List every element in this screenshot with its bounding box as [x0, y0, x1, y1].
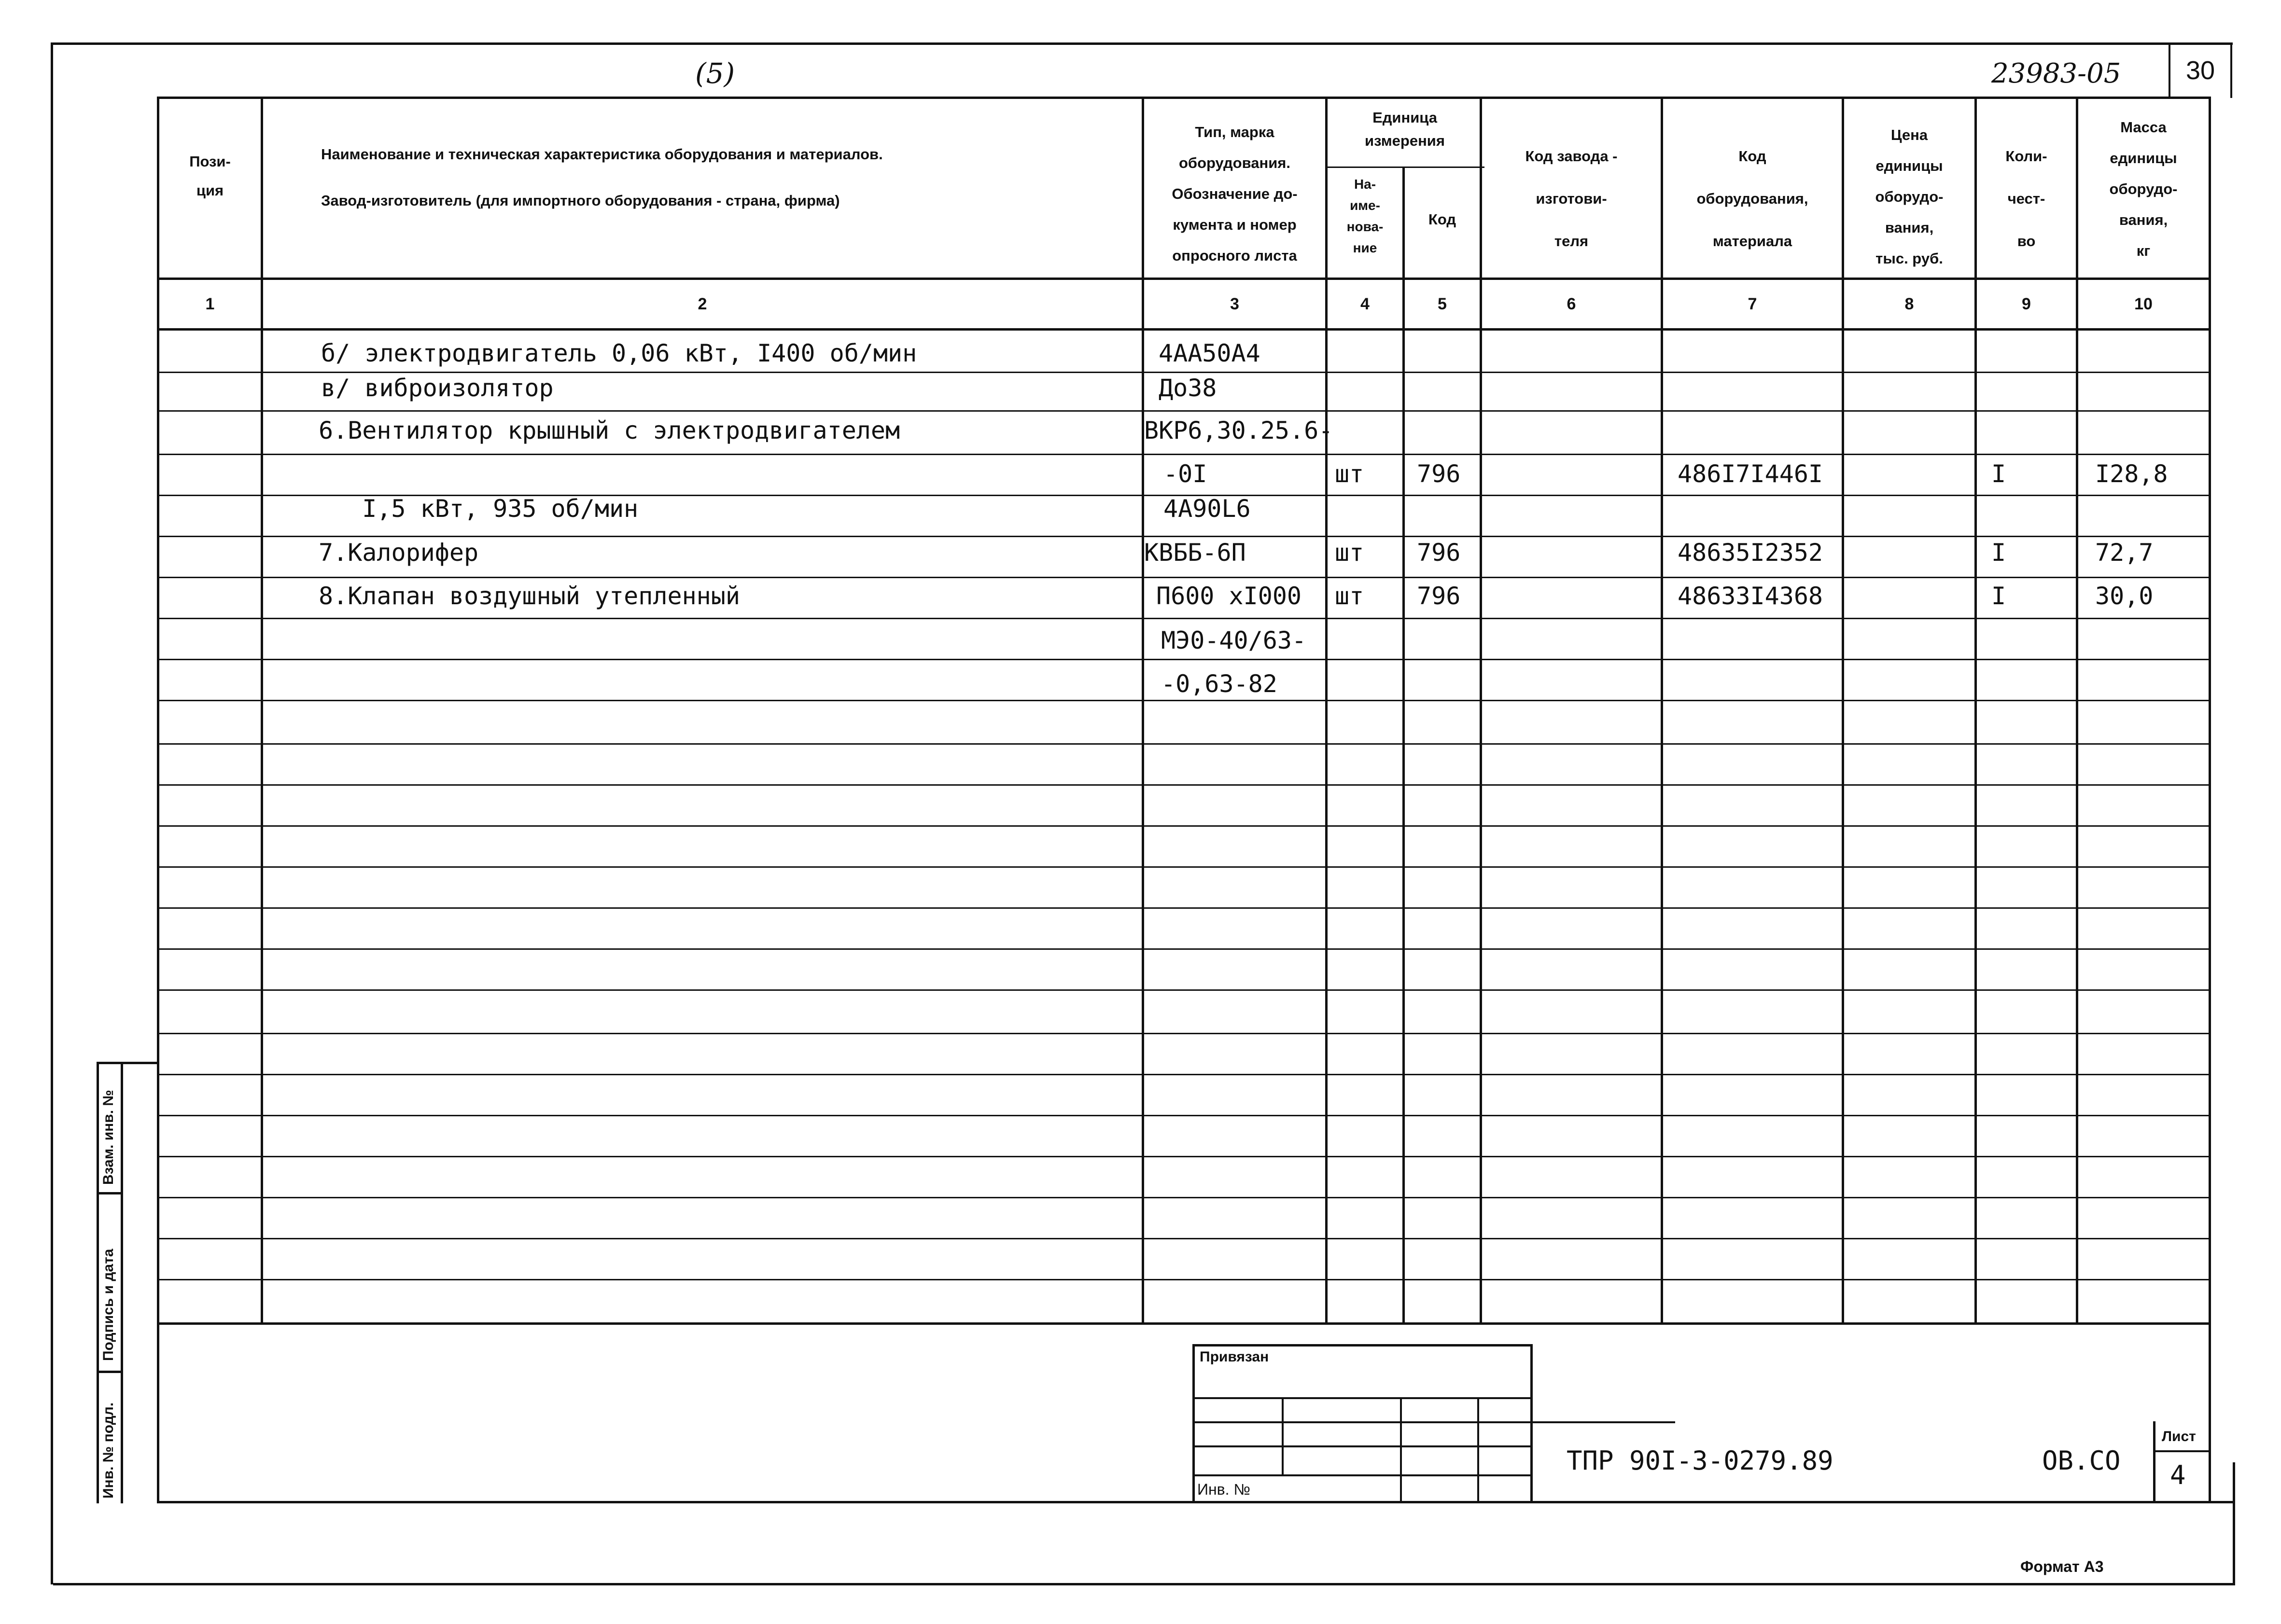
row-rule: [159, 825, 2211, 827]
header-equipment-code: Код оборудования, материала: [1696, 148, 1808, 250]
row-type: ВКР6,30.25.6-: [1144, 416, 1333, 444]
row-mass: 30,0: [2095, 582, 2154, 610]
row-type: До38: [1159, 374, 1217, 402]
row-equipment-code: 486I7I446I: [1678, 460, 1823, 488]
row-rule: [159, 1238, 2211, 1239]
row-rule: [159, 1197, 2211, 1198]
row-rule: [159, 948, 2211, 950]
page-number: 30: [2185, 56, 2215, 85]
stamp-inv-no: Инв. №: [1197, 1481, 1250, 1498]
header-unit-code: Код: [1428, 211, 1456, 228]
row-type: -0I: [1163, 460, 1207, 488]
sheet-label: Лист: [2162, 1429, 2196, 1444]
format-label: Формат А3: [2020, 1558, 2104, 1575]
header-mass: Масса единицы оборудо- вания, кг: [2109, 119, 2178, 259]
row-quantity: I: [1991, 582, 2006, 610]
sheet-number: 4: [2170, 1460, 2186, 1490]
row-type: -0,63-82: [1161, 670, 1277, 698]
row-type: МЭ0-40/63-: [1161, 626, 1307, 654]
row-name: 7.Калорифер: [319, 539, 479, 567]
row-rule: [159, 1279, 2211, 1280]
row-name: 6.Вентилятор крышный с электродвигателем: [319, 416, 900, 444]
row-rule: [159, 1115, 2211, 1116]
row-name: в/ виброизолятор: [321, 374, 554, 402]
row-rule: [159, 1033, 2211, 1034]
row-type: КВББ-6П: [1144, 539, 1246, 567]
row-unit-code: 796: [1417, 539, 1461, 567]
row-quantity: I: [1991, 460, 2006, 488]
row-name: б/ электродвигатель 0,06 кВт, I400 об/мин: [321, 339, 917, 367]
row-rule: [159, 784, 2211, 786]
doc-number: 23983-05: [1991, 58, 2121, 89]
frame-right: [2233, 1462, 2235, 1585]
frame-bottom: [53, 1583, 2235, 1585]
sheet-code: ОВ.СО: [2042, 1445, 2121, 1476]
header-type: Тип, марка оборудования. Обозначение до- кумента и номер опросного листа: [1172, 124, 1298, 264]
margin-sign-date: Подпись и дата: [100, 1249, 116, 1361]
row-unit: шт: [1335, 460, 1364, 488]
row-mass: I28,8: [2095, 460, 2168, 488]
page-box-right: [2230, 42, 2232, 98]
header-price: Цена единицы оборудо- вания, тыс. руб.: [1875, 126, 1944, 267]
row-name: 8.Клапан воздушный утепленный: [319, 582, 740, 610]
margin-inv-no-sub: Инв. № подл.: [100, 1402, 116, 1499]
row-name: I,5 кВт, 935 об/мин: [333, 495, 639, 523]
row-mass: 72,7: [2095, 539, 2154, 567]
row-type: 4АА50А4: [1159, 339, 1260, 367]
row-equipment-code: 48635I2352: [1678, 539, 1823, 567]
header-name-line1: Наименование и техническая характеристика оборудования и материалов.: [321, 146, 883, 163]
header-name-line2: Завод-изготовитель (для импортного оборудования - страна, фирма): [321, 192, 840, 209]
header-unit-group: Единица измерения: [1365, 109, 1445, 149]
row-rule: [159, 866, 2211, 868]
row-type: П600 хI000: [1156, 582, 1302, 610]
row-type: 4А90L6: [1163, 495, 1251, 523]
row-rule: [159, 989, 2211, 991]
header-position: Пози- ция: [189, 153, 231, 199]
frame-top: [51, 42, 2233, 45]
row-unit-code: 796: [1417, 582, 1461, 610]
frame-left: [51, 42, 53, 1584]
header-unit-name: На- име- нова- ние: [1346, 177, 1384, 255]
row-rule: [159, 1074, 2211, 1075]
row-rule: [159, 1156, 2211, 1157]
row-rule: [159, 743, 2211, 745]
drawing-code: ТПР 90I-3-0279.89: [1567, 1445, 1833, 1476]
section-mark: (5): [695, 57, 735, 90]
row-rule: [159, 907, 2211, 909]
header-quantity: Коли- чест- во: [2005, 148, 2047, 250]
row-rule: [159, 618, 2211, 619]
margin-vzam-inv: Взам. инв. №: [100, 1090, 116, 1185]
row-unit-code: 796: [1417, 460, 1461, 488]
row-unit: шт: [1335, 582, 1364, 610]
header-manufacturer-code: Код завода - изготови- теля: [1525, 148, 1618, 250]
stamp-privyazan: Привязан: [1200, 1349, 1269, 1365]
row-unit: шт: [1335, 539, 1364, 567]
row-equipment-code: 48633I4368: [1678, 582, 1823, 610]
row-quantity: I: [1991, 539, 2006, 567]
